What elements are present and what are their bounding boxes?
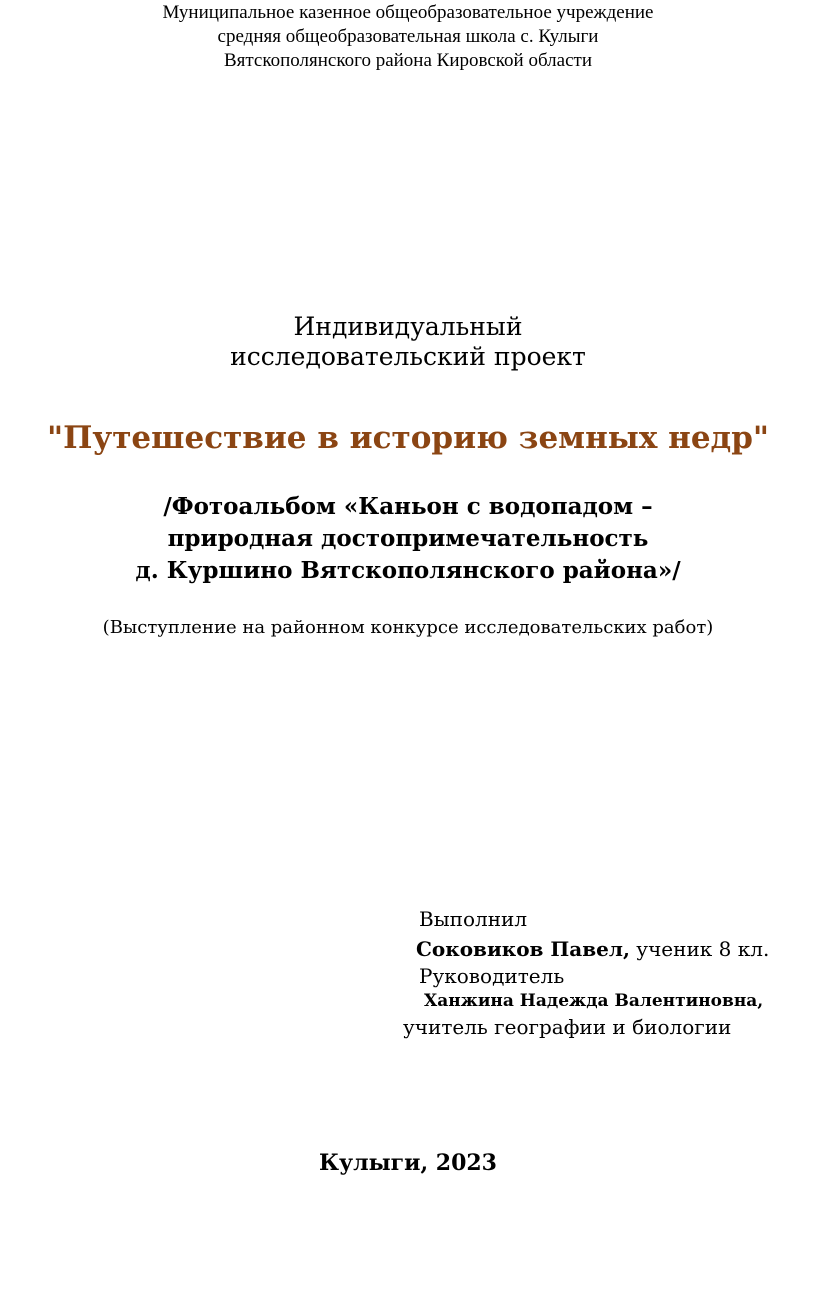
supervisor-role: учитель географии и биологии [403,1015,732,1039]
institution-line-2: средняя общеобразовательная школа с. Кулыги [217,26,599,47]
presentation-note: (Выступление на районном конкурсе исследовательских работ) [102,617,714,638]
done-by-label: Выполнил [419,907,528,931]
place-year: Кулыги, 2023 [318,1150,497,1176]
institution-line-1: Муниципальное казенное общеобразовательное учреждение [162,2,654,23]
project-title: "Путешествие в историю земных недр" [46,420,770,456]
student-name: Соковиков Павел, [416,937,630,961]
project-subtitle-line-1: /Фотоальбом «Каньон с водопадом – [163,493,653,520]
project-kind-line-1: Индивидуальный [293,312,523,341]
project-kind-line-2: исследовательский проект [230,342,586,371]
project-subtitle-line-2: природная достопримечательность [167,525,649,552]
supervisor-name: Ханжина Надежда Валентиновна, [424,991,764,1011]
student-line [416,937,769,961]
project-subtitle-line-3: д. Куршино Вятскополянского района»/ [135,557,681,584]
institution-line-3: Вятскополянского района Кировской области [223,50,592,71]
supervisor-label: Руководитель [419,964,565,988]
student-role: ученик 8 кл. [629,937,770,961]
